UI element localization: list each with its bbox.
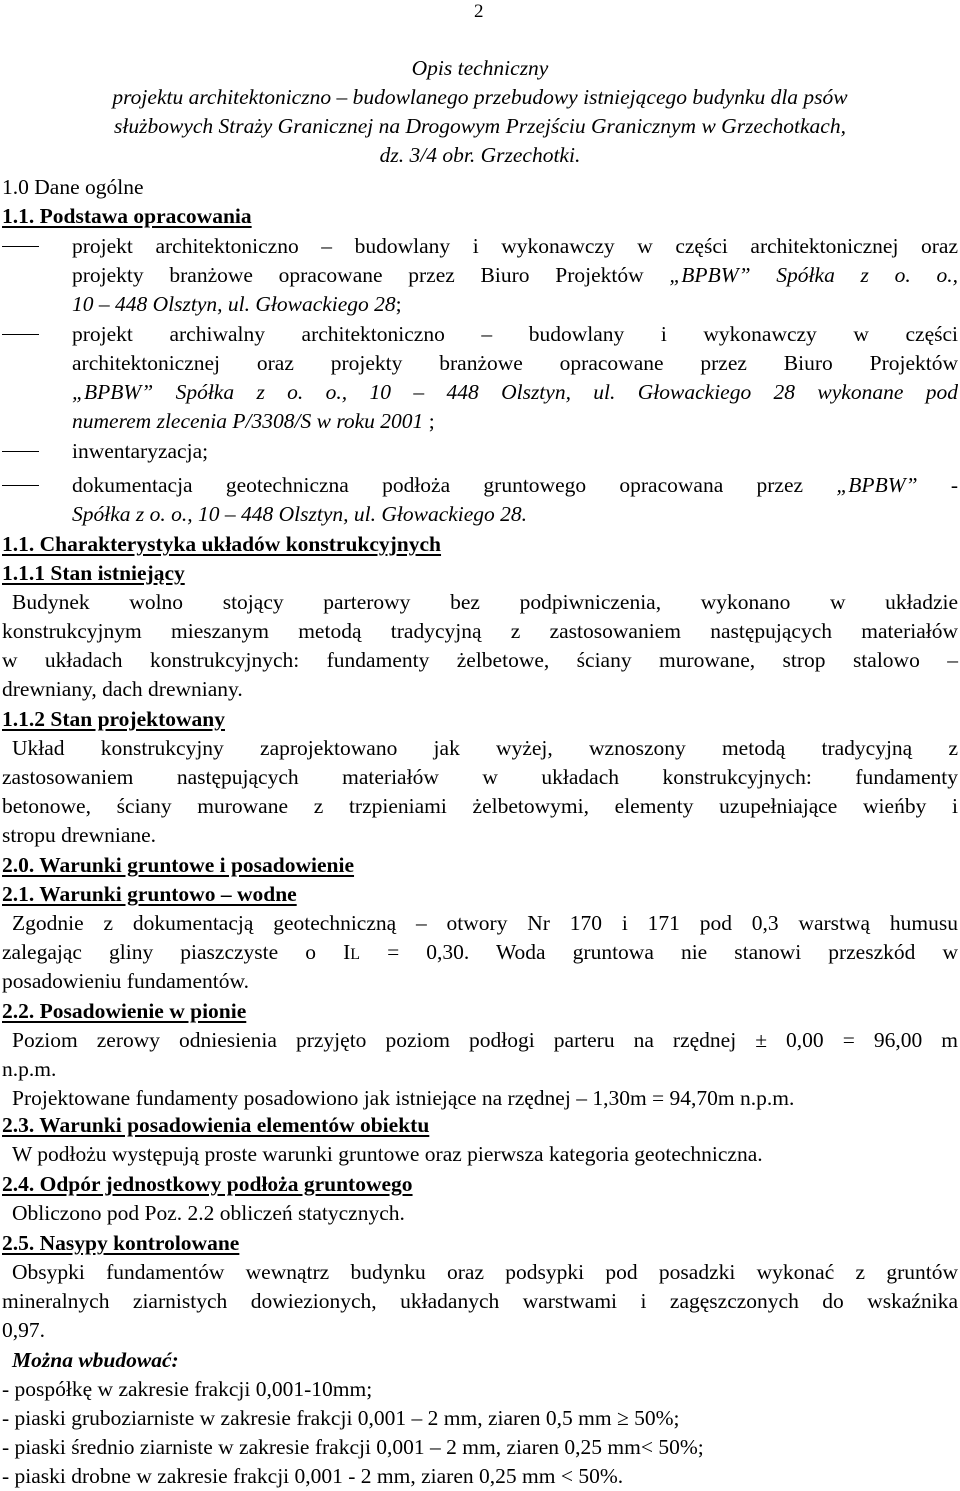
- heading-1-0: 1.0 Dane ogólne: [2, 175, 144, 199]
- list-dash: [2, 485, 39, 486]
- soil-line-3: posadowieniu fundamentów.: [2, 969, 249, 993]
- heading-1-1-text: 1.1. Podstawa opracowania: [2, 204, 252, 228]
- soil-text-b: = 0,30. Woda gruntowa nie stanowi przeszkód w: [360, 940, 958, 964]
- basis-item-2-line-2: architektonicznej oraz projekty branżowe opracowane przez Biuro Projektów: [72, 351, 958, 375]
- designed-line-2: zastosowaniem następujących materiałów w układach konstrukcyjnych: fundamenty: [2, 765, 958, 789]
- heading-1-1b-text: 1.1. Charakterystyka układów konstrukcyjnych: [2, 532, 442, 556]
- vertical-line-1: Poziom zerowy odniesienia przyjęto poziom podłogi parteru na rzędnej ± 0,00 = 96,00 m: [12, 1028, 958, 1052]
- list-dash: [2, 246, 39, 247]
- basis-item-2-end: ;: [423, 409, 435, 433]
- existing-line-4: drewniany, dach drewniany.: [2, 677, 243, 701]
- soil-subscript: L: [350, 946, 361, 963]
- material-item-3: - piaski średnio ziarniste w zakresie frakcji 0,001 – 2 mm, ziaren 0,25 mm< 50%;: [2, 1435, 704, 1459]
- heading-2-3-text: 2.3. Warunki posadowienia elementów obiektu: [2, 1113, 430, 1137]
- basis-item-1-line-1: projekt architektoniczno – budowlany i wykonawczy w części architektonicznej oraz: [72, 234, 958, 258]
- title-line-2: projektu architektoniczno – budowlanego przebudowy istniejącego budynku dla psów: [112, 85, 848, 109]
- material-item-4: - piaski drobne w zakresie frakcji 0,001 - 2 mm, ziaren 0,25 mm < 50%.: [2, 1464, 624, 1488]
- can-use-label: Można wbudować:: [12, 1348, 179, 1372]
- soil-line-1: Zgodnie z dokumentacją geotechniczną – otwory Nr 170 i 171 pod 0,3 warstwą humusu: [12, 911, 958, 935]
- heading-2-2: [2, 997, 246, 1025]
- heading-1-1-1-text: 1.1.1 Stan istniejący: [2, 561, 185, 585]
- basis-item-1-company: „BPBW” Spółka z o. o.,: [669, 263, 958, 287]
- heading-1-1-1: [2, 559, 185, 587]
- document-title: [0, 54, 960, 170]
- basis-item-4-company: „BPBW” -: [836, 473, 958, 497]
- basis-item-1-text: projekty branżowe opracowane przez Biuro Projektów: [72, 263, 670, 287]
- fill-line-3: 0,97.: [2, 1318, 45, 1342]
- fill-line-1: Obsypki fundamentów wewnątrz budynku oraz podsypki pod posadzki wykonać z gruntów: [12, 1260, 958, 1284]
- basis-item-2-order: numerem zlecenia P/3308/S w roku 2001: [72, 409, 424, 433]
- soil-line-2: [2, 938, 958, 969]
- heading-1-1-2-text: 1.1.2 Stan projektowany: [2, 707, 225, 731]
- heading-2-5: [2, 1229, 239, 1257]
- basis-item-2-line-3: [72, 378, 958, 407]
- heading-2-1-text: 2.1. Warunki gruntowo – wodne: [2, 882, 297, 906]
- page-number: 2: [474, 1, 484, 22]
- material-item-1: - pospółkę w zakresie frakcji 0,001-10mm;: [2, 1377, 373, 1401]
- basis-item-4-address: Spółka z o. o., 10 – 448 Olsztyn, ul. Głowackiego 28.: [72, 502, 528, 526]
- basis-item-1-address: 10 – 448 Olsztyn, ul. Głowackiego 28: [72, 292, 396, 316]
- designed-line-4: stropu drewniane.: [2, 823, 157, 847]
- basis-item-1-line-2: [72, 261, 958, 290]
- existing-line-2: konstrukcyjnym mieszanym metodą tradycyjną z zastosowaniem następujących materiałów: [2, 619, 958, 643]
- heading-1-1: [2, 202, 252, 230]
- heading-2-2-text: 2.2. Posadowienie w pionie: [2, 999, 247, 1023]
- basis-item-3: inwentaryzacja;: [72, 439, 209, 463]
- title-line-1: Opis techniczny: [411, 56, 549, 80]
- list-dash: [2, 334, 39, 335]
- basis-item-4-text: dokumentacja geotechniczna podłoża gruntowego opracowana przez: [72, 473, 837, 497]
- list-dash: [2, 451, 39, 452]
- material-item-2: - piaski gruboziarniste w zakresie frakcji 0,001 – 2 mm, ziaren 0,5 mm ≥ 50%;: [2, 1406, 680, 1430]
- conditions-text: W podłożu występują proste warunki gruntowe oraz pierwsza kategoria geotechniczna.: [12, 1142, 763, 1166]
- heading-2-0-text: 2.0. Warunki gruntowe i posadowienie: [2, 853, 355, 877]
- vertical-line-3: Projektowane fundamenty posadowiono jak istniejące na rzędnej – 1,30m = 94,70m n.p.m.: [12, 1086, 795, 1110]
- heading-1-1-2: [2, 705, 225, 733]
- soil-text-a: zalegając gliny piaszczyste o I: [2, 940, 351, 964]
- heading-2-3: [2, 1111, 429, 1139]
- fill-line-2: mineralnych ziarnistych dowiezionych, układanych warstwami i zagęszczonych do wskaźnika: [2, 1289, 958, 1313]
- basis-item-2-line-1: projekt archiwalny architektoniczno – budowlany i wykonawczy w części: [72, 322, 958, 346]
- existing-line-1: Budynek wolno stojący parterowy bez podpiwniczenia, wykonano w układzie: [12, 590, 958, 614]
- basis-item-2-line-4: [72, 407, 958, 436]
- heading-2-4: [2, 1170, 413, 1198]
- basis-item-4-line-2: [72, 500, 958, 529]
- heading-2-1: [2, 880, 297, 908]
- designed-line-3: betonowe, ściany murowane z trzpieniami żelbetowymi, elementy uzupełniające wieńby i: [2, 794, 958, 818]
- resistance-text: Obliczono pod Poz. 2.2 obliczeń statycznych.: [12, 1201, 405, 1225]
- heading-2-0: [2, 851, 354, 879]
- title-line-3: służbowych Straży Granicznej na Drogowym Przejściu Granicznym w Grzechotkach,: [114, 114, 846, 138]
- basis-item-1-line-3: [72, 290, 958, 319]
- title-line-4: dz. 3/4 obr. Grzechotki.: [379, 143, 581, 167]
- heading-2-4-text: 2.4. Odpór jednostkowy podłoża gruntowego: [2, 1172, 413, 1196]
- vertical-line-2: n.p.m.: [2, 1057, 57, 1081]
- basis-item-1-end: ;: [395, 292, 402, 316]
- heading-2-5-text: 2.5. Nasypy kontrolowane: [2, 1231, 240, 1255]
- designed-line-1: Układ konstrukcyjny zaprojektowano jak wyżej, wznoszony metodą tradycyjną z: [12, 736, 958, 760]
- basis-item-4-line-1: [72, 471, 958, 500]
- basis-item-2-company: „BPBW” Spółka z o. o., 10 – 448 Olsztyn, ul. Głowackiego 28 wykonane pod: [72, 380, 958, 404]
- existing-line-3: w układach konstrukcyjnych: fundamenty żelbetowe, ściany murowane, strop stalowo –: [2, 648, 958, 672]
- heading-1-1b: [2, 530, 441, 558]
